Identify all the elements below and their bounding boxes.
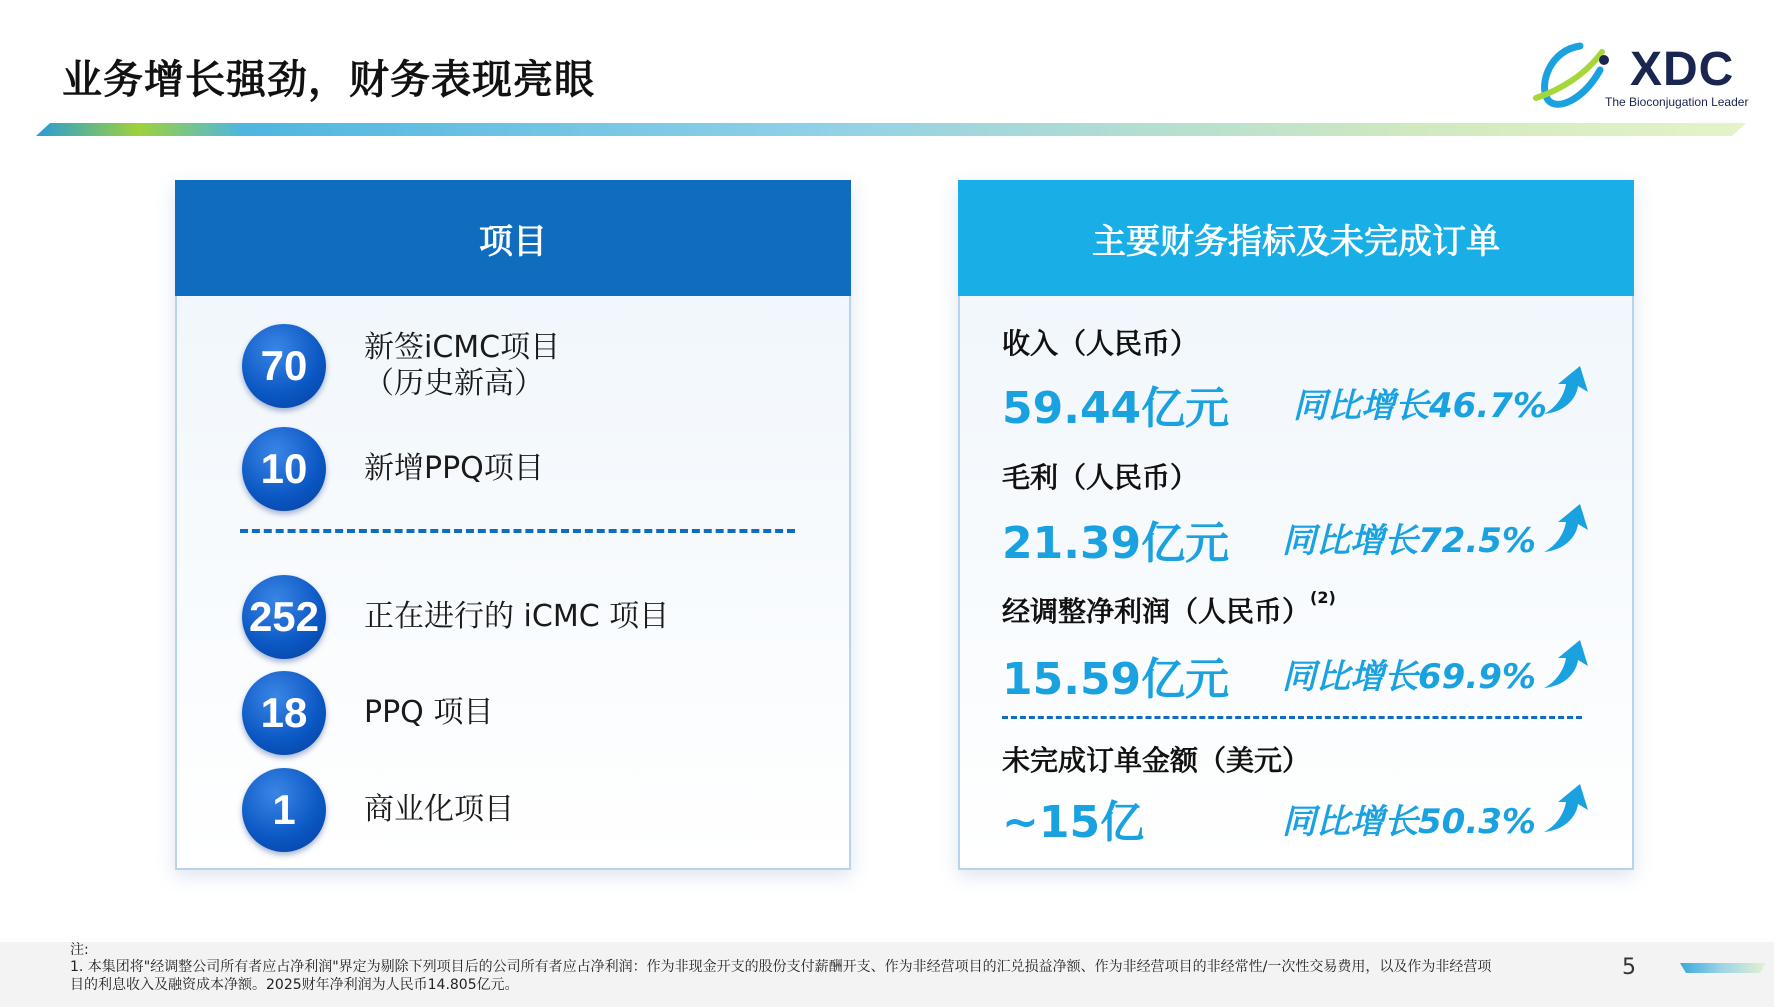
logo-tagline: The Bioconjugation Leader: [1605, 95, 1749, 109]
value-badge: 1: [242, 768, 326, 852]
list-item: [242, 427, 544, 511]
financials-card: [958, 180, 1634, 870]
metric-growth: 同比增长46.7%: [1293, 386, 1547, 426]
list-item: [242, 324, 560, 408]
projects-card-header: 项目: [175, 180, 851, 296]
list-item: [242, 768, 514, 852]
logo-name: XDC: [1630, 43, 1735, 96]
value-badge: 18: [242, 671, 326, 755]
value-badge: 252: [242, 575, 326, 659]
arrow-up-icon: [1540, 782, 1590, 836]
arrow-up-icon: [1540, 502, 1590, 556]
footnote-line: 目的利息收入及融资成本净额。2025财年净利润为人民币14.805亿元。: [70, 977, 519, 993]
header-gradient-bar: [36, 123, 1746, 136]
metric-value: 59.44亿元: [1002, 383, 1230, 434]
metric-growth: 同比增长50.3%: [1282, 802, 1536, 842]
metric-growth: 同比增长72.5%: [1282, 521, 1536, 561]
arrow-up-icon: [1540, 638, 1590, 692]
footnote-ref: (2): [1310, 587, 1336, 607]
arrow-up-icon: [1540, 364, 1590, 418]
metric-label: [1002, 587, 1336, 630]
metric-label: 收入（人民币）: [1002, 327, 1199, 360]
metric-label: 毛利（人民币）: [1002, 461, 1199, 494]
metric-label: 未完成订单金额（美元）: [1002, 744, 1311, 777]
financials-card-header: 主要财务指标及未完成订单: [958, 180, 1634, 296]
item-label-sub: （历史新高）: [364, 366, 544, 401]
list-item: [242, 671, 493, 755]
section-divider: [1002, 716, 1582, 719]
section-divider: [240, 529, 795, 533]
page-number: 5: [1622, 955, 1636, 980]
metric-value: 21.39亿元: [1002, 518, 1230, 569]
footnote-heading: 注:: [70, 942, 89, 958]
item-label: 正在进行的 iCMC 项目: [364, 599, 670, 634]
metric-value: ~15亿: [1002, 797, 1145, 848]
list-item: [242, 575, 669, 659]
item-label-main: 新签iCMC项目: [364, 330, 561, 365]
item-label: PPQ 项目: [364, 695, 494, 730]
item-label: 新增PPQ项目: [364, 451, 544, 486]
footer-gradient-bar: [1680, 963, 1766, 973]
item-label: 商业化项目: [364, 792, 514, 827]
metric-value: 15.59亿元: [1002, 654, 1230, 705]
value-badge: 70: [242, 324, 326, 408]
metric-label-text: 经调整净利润（人民币）: [1002, 595, 1311, 628]
item-label: [364, 330, 560, 402]
metric-growth: 同比增长69.9%: [1282, 657, 1536, 697]
page-title: 业务增长强劲，财务表现亮眼: [62, 57, 595, 103]
projects-card: [175, 180, 851, 870]
footnote-line: 1. 本集团将"经调整公司所有者应占净利润"界定为剔除下列项目后的公司所有者应占净利润：作为非现金开支的股份支付薪酬开支、作为非经营项目的汇兑损益净额、作为非经营项目的非经常性/一次性交易费用，以及作为非经营项: [70, 959, 1492, 975]
xdc-logo: [1530, 40, 1749, 115]
value-badge: 10: [242, 427, 326, 511]
